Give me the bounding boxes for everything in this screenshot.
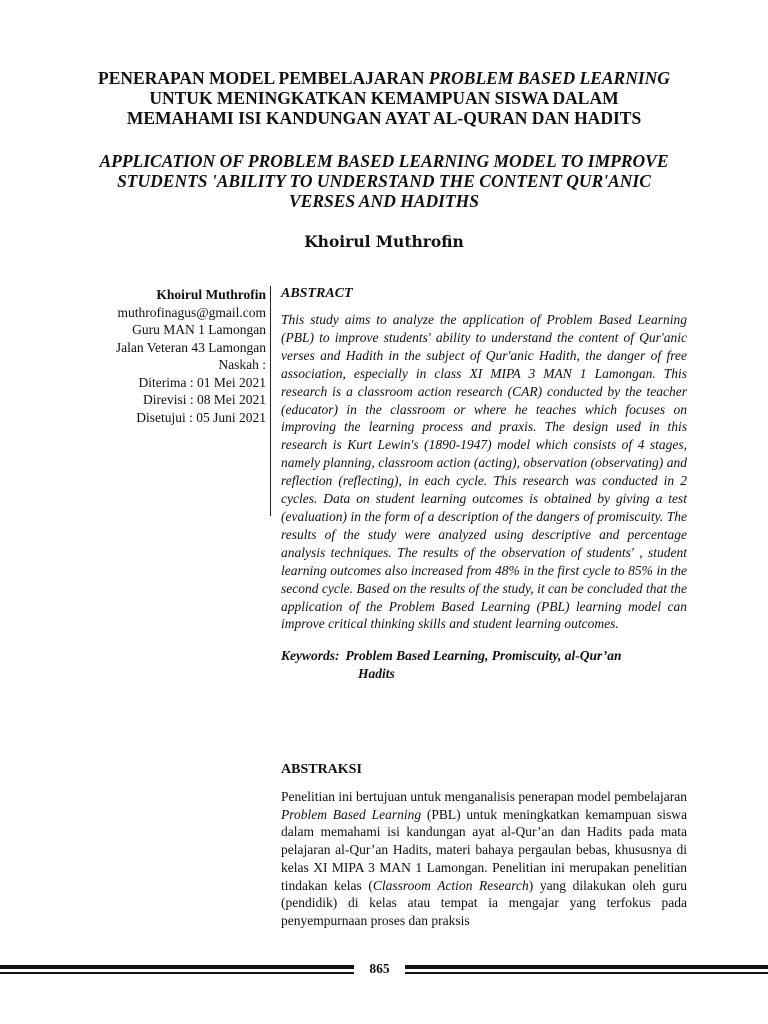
author-info bbox=[60, 286, 266, 426]
footer-rule-left bbox=[0, 965, 354, 974]
title-id-line1-prefix: PENERAPAN MODEL PEMBELAJARAN bbox=[98, 68, 429, 88]
info-naskah: Naskah : bbox=[218, 357, 266, 372]
title-id-line3: MEMAHAMI ISI KANDUNGAN AYAT AL-QURAN DAN HADITS bbox=[126, 108, 642, 128]
title-indonesian bbox=[40, 68, 728, 128]
author-name: Khoirul Muthrofin bbox=[304, 232, 464, 251]
info-email[interactable]: muthrofinagus@gmail.com bbox=[117, 304, 266, 320]
info-address: Jalan Veteran 43 Lamongan bbox=[115, 339, 266, 355]
title-english bbox=[40, 151, 728, 211]
page-number: 865 bbox=[369, 961, 390, 976]
title-en-line1: APPLICATION OF PROBLEM BASED LEARNING MODEL TO IMPROVE bbox=[99, 151, 669, 171]
info-name: Khoirul Muthrofin bbox=[156, 287, 266, 302]
title-id-line1-italic: PROBLEM BASED LEARNING bbox=[428, 68, 670, 88]
title-en-line3: VERSES AND HADITHS bbox=[289, 191, 479, 211]
keywords bbox=[281, 647, 687, 665]
info-diterima: Diterima : 01 Mei 2021 bbox=[138, 374, 266, 390]
keywords-line1: Problem Based Learning, Promiscuity, al-Qur’an bbox=[345, 648, 622, 664]
abstract-section bbox=[281, 286, 687, 682]
abstraksi-italic1: Problem Based Learning bbox=[281, 806, 422, 822]
column-divider bbox=[270, 286, 271, 516]
info-disetujui: Disetujui : 05 Juni 2021 bbox=[136, 409, 266, 425]
abstract-heading: ABSTRACT bbox=[281, 286, 353, 301]
footer-rule-right bbox=[405, 965, 768, 974]
abstraksi-part3: ) yang dilakukan oleh guru (pendidik) di kelas atau tempat ia mengajar yang terfokus pada penyempurnaan proses dan praksis bbox=[281, 877, 687, 928]
keywords-label: Keywords: bbox=[281, 648, 340, 664]
info-direvisi: Direvisi : 08 Mei 2021 bbox=[143, 392, 266, 407]
abstraksi-heading: ABSTRAKSI bbox=[281, 762, 362, 777]
abstraksi-part2: (PBL) untuk meningkatkan kemampuan siswa dalam memahami isi kandungan ayat al-Qur’an dan Hadits pada mata pelajaran al-Qur’an Hadits, materi bahaya pergaulan bebas, khususnya di kelas XI MIPA 3 MAN 1 Lamongan. Penelitian ini merupakan penelitian tindakan kelas ( bbox=[281, 806, 687, 893]
abstraksi-part1: Penelitian ini bertujuan untuk menganalisis penerapan model pembelajaran bbox=[281, 789, 687, 804]
page-footer bbox=[0, 960, 768, 982]
abstraksi-italic2: Classroom Action Research bbox=[372, 877, 529, 893]
title-en-line2: STUDENTS 'ABILITY TO UNDERSTAND THE CONTENT QUR'ANIC bbox=[117, 171, 651, 191]
abstraksi-body bbox=[281, 788, 687, 930]
keywords-text bbox=[346, 647, 622, 665]
info-role: Guru MAN 1 Lamongan bbox=[132, 322, 266, 337]
title-id-line2: UNTUK MENINGKATKAN KEMAMPUAN SISWA DALAM bbox=[149, 88, 619, 108]
abstract-body: This study aims to analyze the application of Problem Based Learning (PBL) to improve students' ability to understand the content of Qur'anic verses and Hadith in the subject of Qur'anic Hadith, the danger of free association, especially in class XI MIPA 3 MAN 1 Lamongan. This research is a classroom action research (CAR) conducted by the teacher (educator) in the classroom or where he teaches which focuses on improving the learning process and praxis. The design used in this research is Kurt Lewin's (1890-1947) model which consists of 4 stages, namely planning, classroom action (acting), observation (observating) and reflection (reflecting), in each cycle. This research was conducted in 2 cycles. Data on student learning outcomes is obtained by giving a test (evaluation) in the form of a description of the dangers of promiscuity. The results of the study were analyzed using descriptive and percentage analysis techniques. The results of the observation of students' , student learning outcomes also increased from 48% in the first cycle to 85% in the second cycle. Based on the results of the study, it can be concluded that the application of the Problem Based Learning (PBL) learning model can improve critical thinking skills and student learning outcomes. bbox=[281, 312, 687, 632]
keywords-line2: Hadits bbox=[358, 665, 395, 681]
